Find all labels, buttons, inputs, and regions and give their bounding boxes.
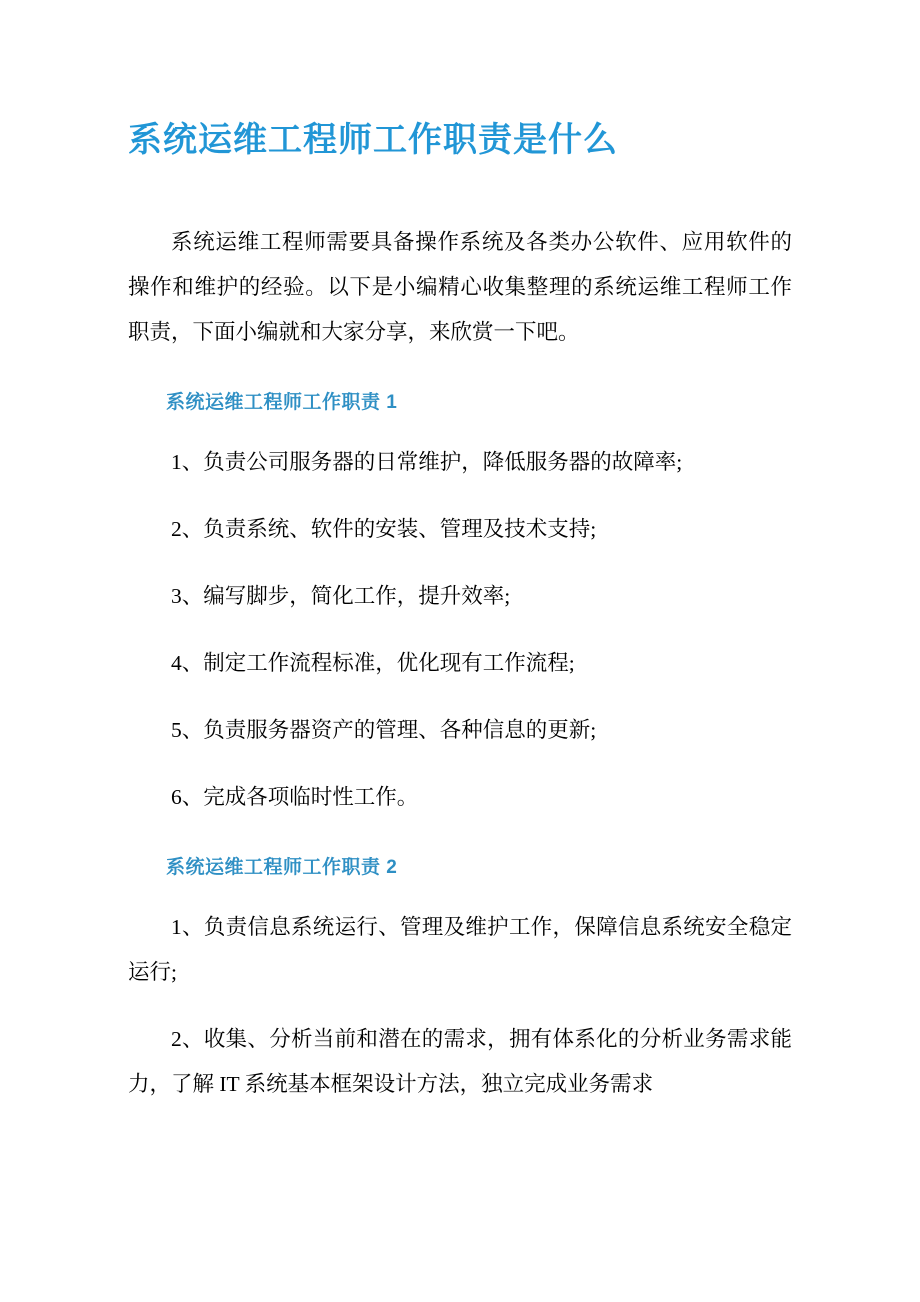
section-1-item-3: 3、编写脚步，简化工作，提升效率; <box>171 584 511 609</box>
page-title: 系统运维工程师工作职责是什么 <box>128 121 618 159</box>
section-1-item-4: 4、制定工作流程标准，优化现有工作流程; <box>171 651 575 676</box>
section-1-item-1: 1、负责公司服务器的日常维护，降低服务器的故障率; <box>171 450 683 475</box>
section-1-item-6: 6、完成各项临时性工作。 <box>171 785 419 810</box>
section-heading-2: 系统运维工程师工作职责 2 <box>166 857 398 879</box>
section-1-item-2: 2、负责系统、软件的安装、管理及技术支持; <box>171 517 597 542</box>
section-2-item-1: 1、负责信息系统运行、管理及维护工作，保障信息系统安全稳定运行; <box>128 915 792 985</box>
intro-paragraph: 系统运维工程师需要具备操作系统及各类办公软件、应用软件的操作和维护的经验。以下是小编精心收集整理的系统运维工程师工作职责，下面小编就和大家分享，来欣赏一下吧。 <box>128 230 792 345</box>
section-2-item-2: 2、收集、分析当前和潜在的需求，拥有体系化的分析业务需求能力，了解 IT 系统基本框架设计方法，独立完成业务需求 <box>128 1027 792 1097</box>
section-1-item-5: 5、负责服务器资产的管理、各种信息的更新; <box>171 718 597 743</box>
section-heading-1: 系统运维工程师工作职责 1 <box>166 392 398 414</box>
